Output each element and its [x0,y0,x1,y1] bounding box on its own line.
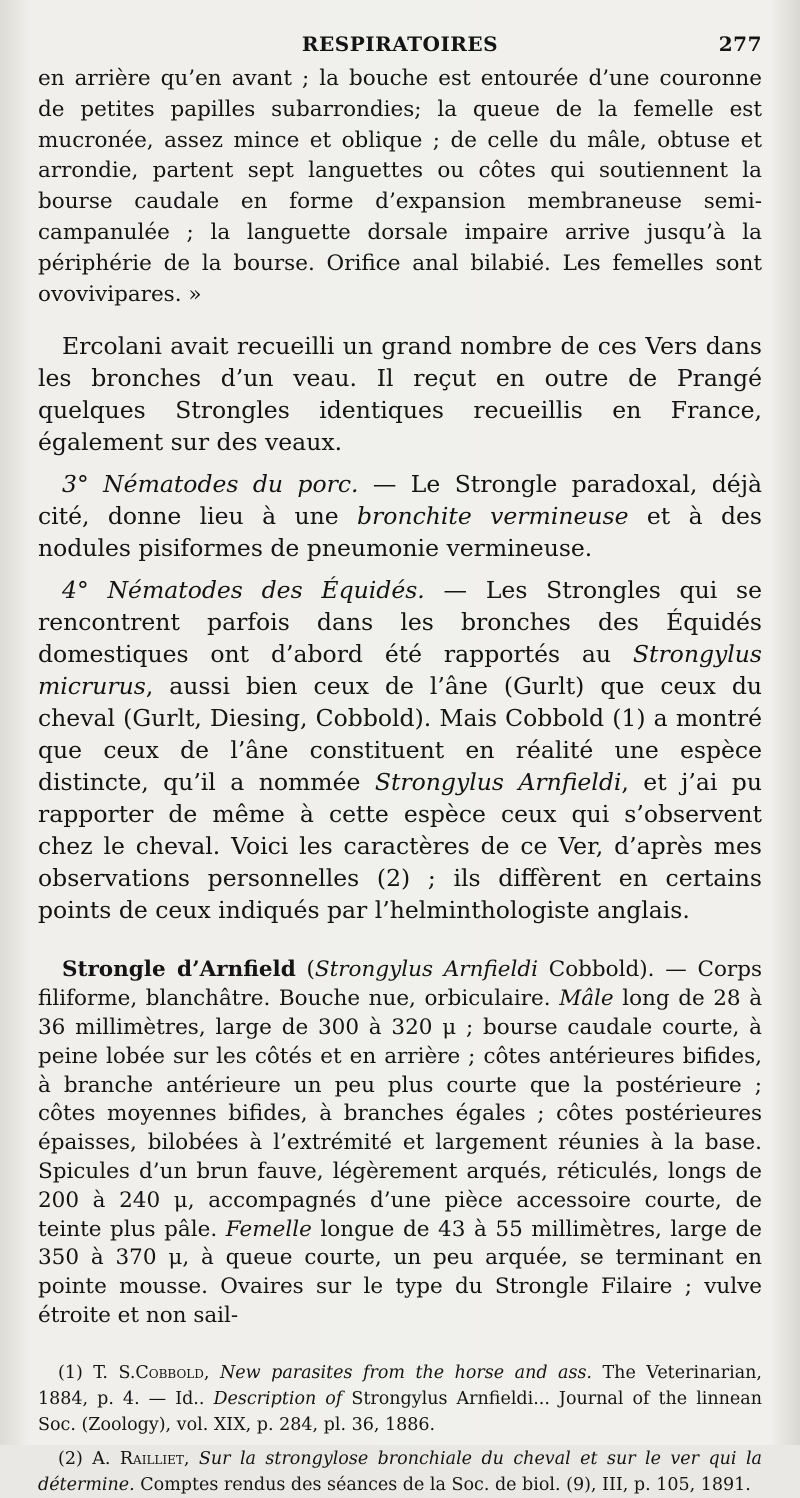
paren-open: ( [295,957,315,983]
footnote-italic: Description of [213,1388,343,1409]
porc-text-a: — Le Strongle paradoxal, déjà cité, donne lieu à une [38,470,763,531]
footnote-author: T. S.Cobbold [93,1362,204,1383]
running-title: RESPIRATOIRES [301,32,499,56]
footnote-title: New parasites from the horse and ass. [219,1362,592,1383]
male-label: Mâle [559,986,614,1012]
equides-text-a: — Les Strongles qui se rencontrent parfois dans les bronches des Équidés domestiques ont d’abord été rapportés au [38,576,762,669]
equides-paragraph [38,574,762,926]
running-head [38,32,762,60]
female-label: Femelle [225,1216,312,1242]
species-micrurus: Strongylus micrurus [38,640,762,701]
species-common-name: Strongle d’Arnfield [62,957,296,983]
equides-text-c: , et j’ai pu rapporter de même à cette espèce ceux qui s’observent chez le cheval. Voici les caractères de ce Ver, d’après mes observations personnelles (2) ; ils diffèrent en certains points de ceux indiqués par l’helminthologiste anglais. [38,768,762,925]
footnote-marker: (1) [58,1362,94,1383]
equides-text-b: , aussi bien ceux de l’âne (Gurlt) que ceux du cheval (Gurlt, Diesing, Cobbold). Mais Cobbold (1) a montré que ceux de l’âne constituent en réalité une espèce distincte, qu’il a nommée [38,672,762,797]
footnote-text-2: Strongylus Arnfieldi... Journal of the linnean Soc. (Zoology), vol. XIX, p. 284, pl. 36, 1886. [38,1388,762,1435]
porc-heading: 3° Nématodes du porc. [62,470,359,499]
equides-heading: 4° Nématodes des Équidés. [62,576,425,605]
footnote-marker: (2) [58,1448,93,1469]
female-text: longue de 43 à 55 millimètres, large de 350 à 370 μ, à queue courte, un peu arquée, se terminant en pointe mousse. Ovaires sur le type du Strongle Filaire ; vulve étroite et non sail- [38,1216,762,1328]
description-intro: Cobbold). — Corps filiforme, blanchâtre. Bouche nue, orbiculaire. [38,957,762,1012]
strongle-description-paragraph [38,956,762,1330]
porc-text-b: et à des nodules pisiformes de pneumonie vermineuse. [38,502,762,563]
page-number: 277 [718,32,762,56]
footnote-1: (1) T. S.Cobbold, New parasites from the horse and ass. The Veterinarian, 1884, p. 4. — Id.. Description of Strongylus Arnfieldi... Journal of the linnean Soc. (Zoology), vol. XIX, p. 284, pl. 36, 1886. [38,1362,762,1435]
footnote-title: Sur la strongylose bronchiale du cheval et sur le ver qui la détermine. [38,1448,762,1495]
footnote-text: Comptes rendus des séances de la Soc. de biol. (9), III, p. 105, 1891. [134,1474,751,1495]
ercolani-paragraph: Ercolani avait recueilli un grand nombre de ces Vers dans les bronches d’un veau. Il reçut en outre de Prangé quelques Strongles identiques recueillis en France, également sur des veaux. [38,332,762,457]
porc-term: bronchite vermineuse [357,502,629,531]
male-text: long de 28 à 36 millimètres, large de 300 à 320 μ ; bourse caudale courte, à peine lobée sur les côtés et en arrière ; côtes antérieures bifides, à branche antérieure un peu plus courte que la postérieure ; côtes moyennes bifides, à branches égales ; côtes postérieures épaisses, bilobées à l’extrémité et largement réunies à la base. Spicules d’un brun fauve, légèrement arqués, réticulés, longs de 200 à 240 μ, accompagnés d’une pièce accessoire courte, de teinte plus pâle. [38,986,763,1242]
footnote-text: The Veterinarian, 1884, p. 4. — Id.. [38,1362,762,1409]
quoted-description-paragraph: en arrière qu’en avant ; la bouche est entourée d’une couronne de petites papilles subarrondies; la queue de la femelle est mucronée, assez mince et oblique ; de celle du mâle, obtuse et arrondie, partent sept languettes ou côtes qui soutiennent la bourse caudale en forme d’expansion membraneuse semi-campanulée ; la languette dorsale impaire arrive jusqu’à la périphérie de la bourse. Orifice anal bilabié. Les femelles sont ovovivipares. » [38,66,762,307]
footnote-author: A. Railliet [92,1448,184,1469]
footnote-2: (2) A. Railliet, Sur la strongylose bronchiale du cheval et sur le ver qui la détermine. Comptes rendus des séances de la Soc. de biol. (9), III, p. 105, 1891. [38,1448,762,1495]
species-latin-name: Strongylus Arnfieldi [314,957,538,983]
porc-paragraph [38,468,762,564]
species-arnfieldi: Strongylus Arnfieldi [374,768,622,797]
